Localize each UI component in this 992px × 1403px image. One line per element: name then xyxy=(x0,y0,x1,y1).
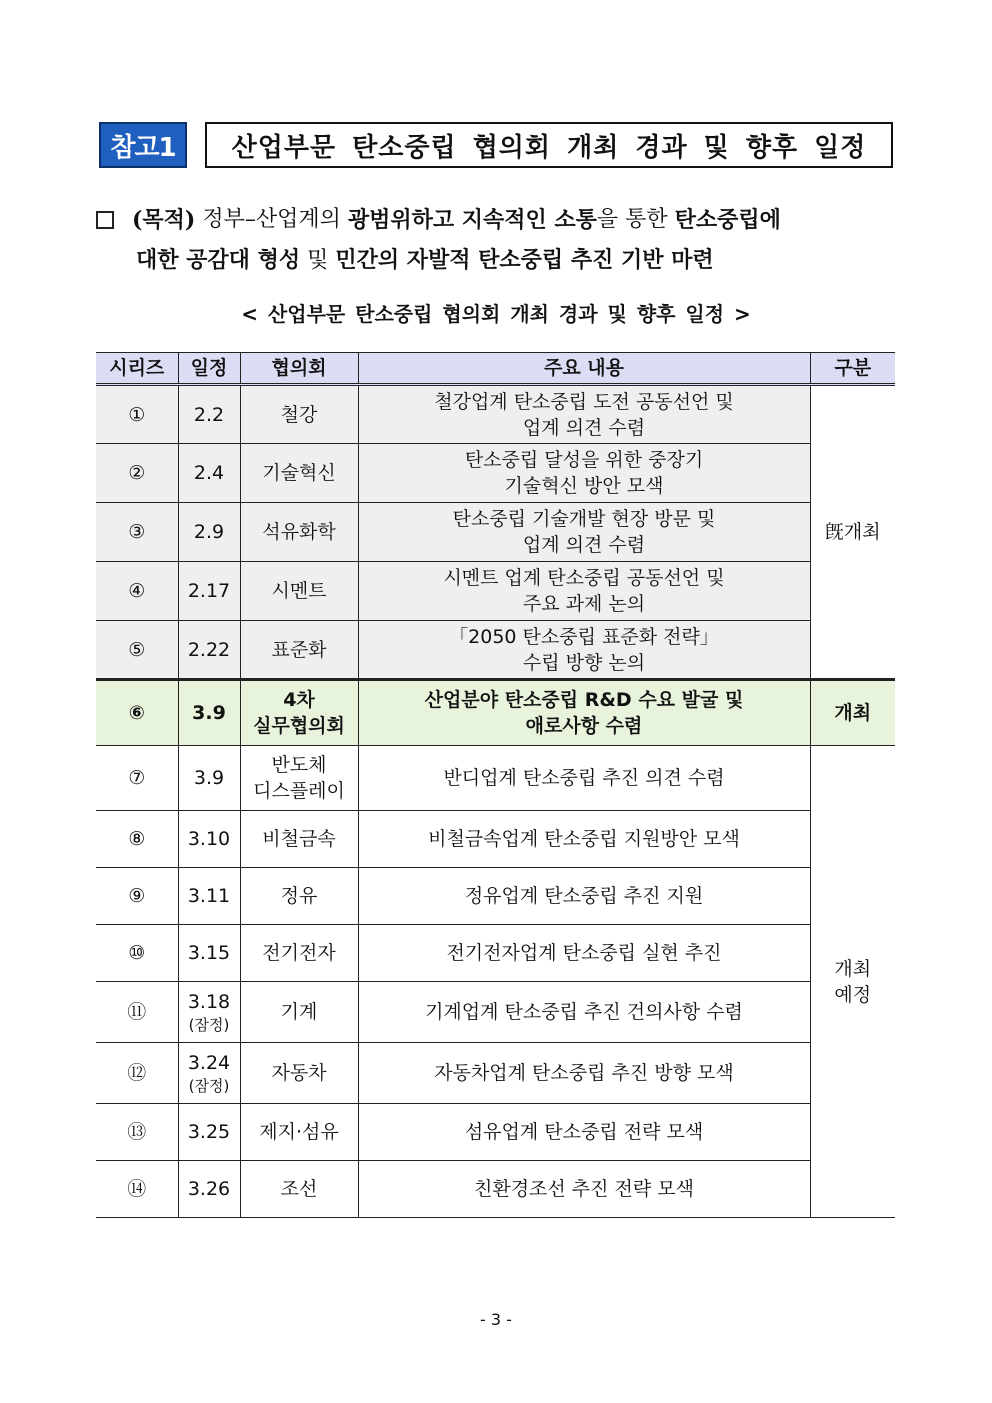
date-value: 2.17 xyxy=(187,580,231,602)
content-cell: 비철금속업계 탄소중립 지원방안 모색 xyxy=(358,811,810,868)
council-cell: 정유 xyxy=(240,868,358,925)
column-header: 시리즈 xyxy=(96,353,178,385)
date-value: 3.11 xyxy=(187,885,231,907)
date-value: 3.24 xyxy=(187,1052,231,1074)
date-cell xyxy=(178,385,240,444)
series-cell: ⑬ xyxy=(96,1104,178,1161)
document-title: 산업부문 탄소중립 협의회 개최 경과 및 향후 일정 xyxy=(205,122,893,168)
date-value: 3.9 xyxy=(193,767,225,789)
content-cell: 반디업계 탄소중립 추진 의견 수렴 xyxy=(358,746,810,811)
table-row xyxy=(96,503,895,562)
series-cell: ⑥ xyxy=(96,680,178,746)
date-cell xyxy=(178,746,240,811)
table-row xyxy=(96,982,895,1043)
council-cell: 제지·섬유 xyxy=(240,1104,358,1161)
status-cell: 개최 예정 xyxy=(810,746,895,1218)
column-header: 주요 내용 xyxy=(358,353,810,385)
table-row xyxy=(96,385,895,444)
content-cell: 탄소중립 달성을 위한 중장기 기술혁신 방안 모색 xyxy=(358,444,810,503)
table-row xyxy=(96,1161,895,1218)
date-value: 3.26 xyxy=(187,1178,231,1200)
council-cell: 철강 xyxy=(240,385,358,444)
table-header-row xyxy=(96,353,895,385)
table-row xyxy=(96,868,895,925)
purpose-text: 을 통한 xyxy=(596,207,675,232)
date-cell xyxy=(178,680,240,746)
purpose-emphasis: 탄소중립에 xyxy=(674,207,781,233)
table-row xyxy=(96,811,895,868)
council-cell: 4차 실무협의회 xyxy=(240,680,358,746)
date-cell xyxy=(178,1043,240,1104)
table-row xyxy=(96,746,895,811)
page-number: - 3 - xyxy=(480,1310,512,1329)
series-cell: ⑩ xyxy=(96,925,178,982)
table-row xyxy=(96,680,895,746)
document-header xyxy=(99,122,893,168)
date-cell xyxy=(178,503,240,562)
series-cell: ⑪ xyxy=(96,982,178,1043)
date-value: 3.25 xyxy=(187,1121,231,1143)
content-cell: 시멘트 업계 탄소중립 공동선언 및 주요 과제 논의 xyxy=(358,562,810,621)
series-cell: ⑨ xyxy=(96,868,178,925)
date-value: 3.15 xyxy=(187,942,231,964)
date-value: 3.9 xyxy=(192,702,226,724)
column-header: 일정 xyxy=(178,353,240,385)
purpose-text: 정부–산업계의 xyxy=(195,207,348,232)
status-cell: 개최 xyxy=(810,680,895,746)
date-value: 2.9 xyxy=(193,521,225,543)
council-cell: 시멘트 xyxy=(240,562,358,621)
date-cell xyxy=(178,868,240,925)
table-row xyxy=(96,562,895,621)
series-cell: ⑧ xyxy=(96,811,178,868)
table-row xyxy=(96,1104,895,1161)
purpose-text: 및 xyxy=(300,248,336,273)
date-cell xyxy=(178,621,240,680)
purpose-section xyxy=(96,200,898,281)
council-cell: 기술혁신 xyxy=(240,444,358,503)
table-body xyxy=(96,385,895,1218)
council-cell: 표준화 xyxy=(240,621,358,680)
council-cell: 반도체 디스플레이 xyxy=(240,746,358,811)
council-cell: 자동차 xyxy=(240,1043,358,1104)
content-cell: 정유업계 탄소중립 추진 지원 xyxy=(358,868,810,925)
date-note: (잠정) xyxy=(188,1016,230,1034)
reference-badge: 참고1 xyxy=(99,122,187,168)
date-note: (잠정) xyxy=(188,1077,230,1095)
purpose-emphasis: 대한 공감대 형성 xyxy=(136,247,301,273)
council-cell: 조선 xyxy=(240,1161,358,1218)
date-value: 3.10 xyxy=(187,828,231,850)
content-cell: 「2050 탄소중립 표준화 전략」 수립 방향 논의 xyxy=(358,621,810,680)
content-cell: 탄소중립 기술개발 현장 방문 및 업계 의견 수렴 xyxy=(358,503,810,562)
content-cell: 전기전자업계 탄소중립 실현 추진 xyxy=(358,925,810,982)
council-cell: 기계 xyxy=(240,982,358,1043)
date-cell xyxy=(178,444,240,503)
table-row xyxy=(96,444,895,503)
date-cell xyxy=(178,811,240,868)
council-cell: 비철금속 xyxy=(240,811,358,868)
schedule-table xyxy=(96,352,895,1218)
table-caption: < 산업부문 탄소중립 협의회 개최 경과 및 향후 일정 > xyxy=(241,302,751,326)
column-header: 협의회 xyxy=(240,353,358,385)
date-value: 3.18 xyxy=(187,991,231,1013)
council-cell: 전기전자 xyxy=(240,925,358,982)
date-cell xyxy=(178,982,240,1043)
table-row xyxy=(96,925,895,982)
column-header: 구분 xyxy=(810,353,895,385)
content-cell: 기계업계 탄소중립 추진 건의사항 수렴 xyxy=(358,982,810,1043)
series-cell: ⑫ xyxy=(96,1043,178,1104)
date-cell xyxy=(178,562,240,621)
content-cell: 섬유업계 탄소중립 전략 모색 xyxy=(358,1104,810,1161)
date-cell xyxy=(178,1104,240,1161)
series-cell: ② xyxy=(96,444,178,503)
series-cell: ⑤ xyxy=(96,621,178,680)
status-cell: 旣개최 xyxy=(810,385,895,680)
date-value: 2.2 xyxy=(193,403,225,426)
content-cell: 산업분야 탄소중립 R&D 수요 발굴 및 애로사항 수렴 xyxy=(358,680,810,746)
purpose-emphasis: 광범위하고 지속적인 소통 xyxy=(347,207,597,233)
table-row xyxy=(96,621,895,680)
content-cell: 철강업계 탄소중립 도전 공동선언 및 업계 의견 수렴 xyxy=(358,385,810,444)
checkbox-icon xyxy=(96,211,114,229)
series-cell: ⑦ xyxy=(96,746,178,811)
date-cell xyxy=(178,1161,240,1218)
series-cell: ⑭ xyxy=(96,1161,178,1218)
purpose-emphasis: 민간의 자발적 탄소중립 추진 기반 마련 xyxy=(335,247,714,273)
date-cell xyxy=(178,925,240,982)
series-cell: ③ xyxy=(96,503,178,562)
content-cell: 자동차업계 탄소중립 추진 방향 모색 xyxy=(358,1043,810,1104)
council-cell: 석유화학 xyxy=(240,503,358,562)
series-cell: ④ xyxy=(96,562,178,621)
table-row xyxy=(96,1043,895,1104)
date-value: 2.22 xyxy=(187,638,231,661)
purpose-label: (목적) xyxy=(132,207,196,233)
date-value: 2.4 xyxy=(193,462,225,484)
content-cell: 친환경조선 추진 전략 모색 xyxy=(358,1161,810,1218)
series-cell: ① xyxy=(96,385,178,444)
